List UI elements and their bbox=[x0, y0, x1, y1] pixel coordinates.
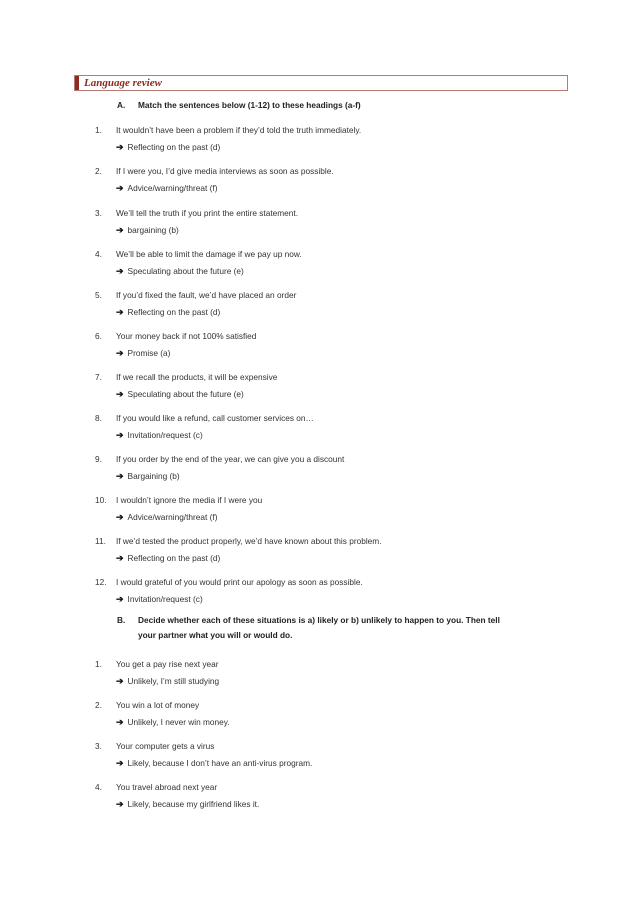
item-answer bbox=[116, 553, 220, 564]
item-number: 2. bbox=[95, 166, 102, 176]
arrow-right-icon: ➔ bbox=[116, 512, 124, 522]
item-number: 9. bbox=[95, 454, 102, 464]
item-answer bbox=[116, 389, 244, 400]
item-number: 5. bbox=[95, 290, 102, 300]
answer-text: Likely, because my girlfriend likes it. bbox=[127, 799, 260, 809]
arrow-right-icon: ➔ bbox=[116, 717, 124, 727]
answer-text: Reflecting on the past (d) bbox=[127, 553, 221, 563]
answer-text: Advice/warning/threat (f) bbox=[127, 512, 218, 522]
item-number: 1. bbox=[95, 125, 102, 135]
item-answer bbox=[116, 142, 220, 153]
header-accent-bar bbox=[75, 76, 79, 90]
item-answer bbox=[116, 348, 170, 359]
section-header bbox=[74, 75, 568, 91]
answer-text: Promise (a) bbox=[127, 348, 171, 358]
item-sentence: We’ll be able to limit the damage if we pay up now. bbox=[116, 249, 302, 259]
answer-text: Speculating about the future (e) bbox=[127, 389, 244, 399]
item-answer bbox=[116, 799, 259, 810]
item-answer bbox=[116, 225, 179, 236]
arrow-right-icon: ➔ bbox=[116, 183, 124, 193]
answer-text: Unlikely, I’m still studying bbox=[127, 676, 220, 686]
item-number: 10. bbox=[95, 495, 107, 505]
item-sentence: You travel abroad next year bbox=[116, 782, 218, 792]
item-answer bbox=[116, 717, 230, 728]
item-number: 2. bbox=[95, 700, 102, 710]
item-sentence: I would grateful of you would print our apology as soon as possible. bbox=[116, 577, 363, 587]
item-answer bbox=[116, 430, 203, 441]
item-answer bbox=[116, 471, 180, 482]
item-number: 3. bbox=[95, 741, 102, 751]
item-answer bbox=[116, 594, 203, 605]
item-sentence: If I were you, I’d give media interviews as soon as possible. bbox=[116, 166, 334, 176]
item-number: 7. bbox=[95, 372, 102, 382]
arrow-right-icon: ➔ bbox=[116, 225, 124, 235]
item-number: 1. bbox=[95, 659, 102, 669]
item-sentence: Your money back if not 100% satisfied bbox=[116, 331, 257, 341]
answer-text: Bargaining (b) bbox=[127, 471, 180, 481]
section-b-heading bbox=[117, 613, 500, 643]
item-number: 4. bbox=[95, 249, 102, 259]
arrow-right-icon: ➔ bbox=[116, 594, 124, 604]
section-b-instruction-line1: Decide whether each of these situations is a) likely or b) unlikely to happen to you. Then tell bbox=[138, 615, 500, 625]
answer-text: Speculating about the future (e) bbox=[127, 266, 244, 276]
arrow-right-icon: ➔ bbox=[116, 471, 124, 481]
section-a-heading bbox=[117, 98, 361, 113]
item-number: 4. bbox=[95, 782, 102, 792]
item-sentence: If we’d tested the product properly, we’d have known about this problem. bbox=[116, 536, 382, 546]
item-sentence: I wouldn’t ignore the media if I were you bbox=[116, 495, 263, 505]
arrow-right-icon: ➔ bbox=[116, 389, 124, 399]
item-answer bbox=[116, 307, 220, 318]
item-answer bbox=[116, 512, 217, 523]
item-number: 11. bbox=[95, 536, 106, 546]
section-b-instruction-line2: your partner what you will or would do. bbox=[138, 630, 293, 640]
arrow-right-icon: ➔ bbox=[116, 430, 124, 440]
answer-text: Unlikely, I never win money. bbox=[127, 717, 230, 727]
item-sentence: You get a pay rise next year bbox=[116, 659, 219, 669]
item-answer bbox=[116, 758, 312, 769]
answer-text: Invitation/request (c) bbox=[127, 430, 203, 440]
answer-text: bargaining (b) bbox=[127, 225, 179, 235]
arrow-right-icon: ➔ bbox=[116, 758, 124, 768]
item-sentence: If we recall the products, it will be expensive bbox=[116, 372, 278, 382]
answer-text: Advice/warning/threat (f) bbox=[127, 183, 218, 193]
arrow-right-icon: ➔ bbox=[116, 266, 124, 276]
section-a-letter: A. bbox=[117, 100, 126, 110]
item-sentence: If you order by the end of the year, we can give you a discount bbox=[116, 454, 345, 464]
item-sentence: If you would like a refund, call customer services on… bbox=[116, 413, 314, 423]
section-title: Language review bbox=[84, 77, 162, 89]
item-sentence: It wouldn’t have been a problem if they’d told the truth immediately. bbox=[116, 125, 362, 135]
arrow-right-icon: ➔ bbox=[116, 553, 124, 563]
section-a-instruction: Match the sentences below (1-12) to these headings (a-f) bbox=[138, 100, 361, 110]
answer-text: Reflecting on the past (d) bbox=[127, 307, 221, 317]
item-sentence: If you’d fixed the fault, we’d have placed an order bbox=[116, 290, 297, 300]
arrow-right-icon: ➔ bbox=[116, 142, 124, 152]
item-sentence: You win a lot of money bbox=[116, 700, 200, 710]
item-answer bbox=[116, 266, 244, 277]
item-number: 12. bbox=[95, 577, 107, 587]
item-sentence: We’ll tell the truth if you print the entire statement. bbox=[116, 208, 299, 218]
arrow-right-icon: ➔ bbox=[116, 799, 124, 809]
item-sentence: Your computer gets a virus bbox=[116, 741, 215, 751]
item-number: 8. bbox=[95, 413, 102, 423]
answer-text: Likely, because I don’t have an anti-virus program. bbox=[127, 758, 313, 768]
arrow-right-icon: ➔ bbox=[116, 307, 124, 317]
item-answer bbox=[116, 676, 219, 687]
item-number: 6. bbox=[95, 331, 102, 341]
answer-text: Invitation/request (c) bbox=[127, 594, 203, 604]
arrow-right-icon: ➔ bbox=[116, 348, 124, 358]
item-number: 3. bbox=[95, 208, 102, 218]
answer-text: Reflecting on the past (d) bbox=[127, 142, 221, 152]
arrow-right-icon: ➔ bbox=[116, 676, 124, 686]
item-answer bbox=[116, 183, 217, 194]
section-b-letter: B. bbox=[117, 615, 126, 625]
